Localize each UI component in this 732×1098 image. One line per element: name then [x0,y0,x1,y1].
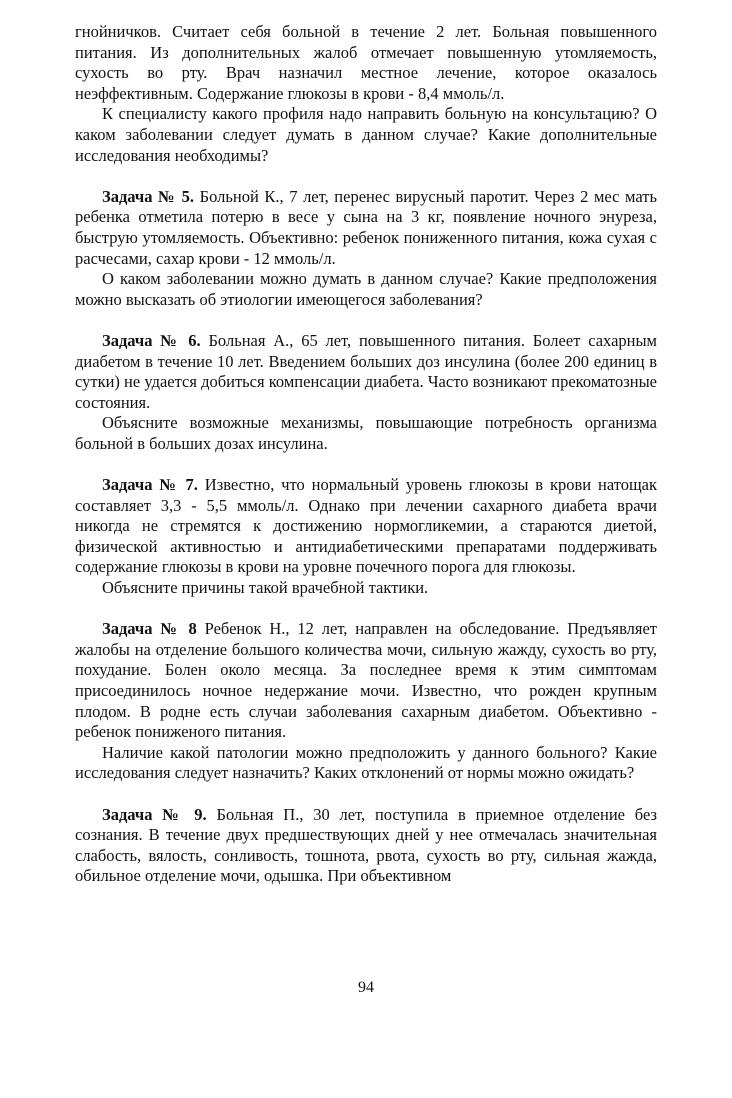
task-7-title: Задача № 7. [102,475,198,495]
task-6-title: Задача № 6. [102,330,201,350]
task-5-paragraph [75,187,657,269]
task-5-title: Задача № 5. [102,186,195,206]
task-7-question: Объясните причины такой врачебной тактики. [102,578,429,598]
task-9-text: Больная П., 30 лет, поступила в приемное отделение без сознания. В течение двух предшествующих дней у нее отмечалась значительная слабость, вялость, сонливость, тошнота, рвота, сухость во рту, сильная жажда, обильное отделение мочи, одышка. При объективном [75,804,658,886]
task-8-text: Ребенок Н., 12 лет, направлен на обследование. Предъявляет жалобы на отделение большого количества мочи, сильную жажду, сухость во рту, похудание. Болен около месяца. За последнее время к этим симптомам присоединилось ночное недержание мочи. Известно, что рожден крупным плодом. В родне есть случаи заболевания сахарным диабетом. Объективно - ребенок пониженого питания. [75,619,657,742]
task-5-text: Больной К., 7 лет, перенес вирусный паротит. Через 2 мес мать ребенка отметила потерю в весе у сына на 3 кг, появление ночного энуреза, быструю утомляемость. Объективно: ребенок пониженного питания, кожа сухая с расчесами, сахар крови - 12 ммоль/л. [75,186,658,268]
task-6-text: Больная А., 65 лет, повышенного питания. Болеет сахарным диабетом в течение 10 лет. Введением больших доз инсулина (более 200 единиц в сутки) не удается добиться компенсации диабета. Часто возникают прекоматозные состояния. [75,330,658,412]
task-7-text: Известно, что нормальный уровень глюкозы в крови натощак составляет 3,3 - 5,5 ммоль/л. Однако при лечении сахарного диабета врачи никогда не стремятся к достижению нормогликемии, а стараются диетой, физической активностью и антидиабетическими препаратами поддерживать содержание глюкозы в крови на уровне почечного порога для глюкозы. [75,475,657,577]
page-number: 94 [358,979,374,996]
task-9-paragraph [75,805,657,887]
continuation-paragraph: гнойничков. Считает себя больной в течение 2 лет. Больная повышенного питания. Из дополнительных жалоб отмечает повышенную утомляемость, сухость во рту. Врач назначил местное лечение, которое оказалось неэффективным. Содержание глюкозы в крови - 8,4 ммоль/л. [75,22,657,103]
task-8-paragraph [75,619,657,743]
task-6-question: Объясните возможные механизмы, повышающие потребность организма больной в больших дозах инсулина. [75,413,657,453]
continuation-question: К специалисту какого профиля надо направить больную на консультацию? О каком заболевании следует думать в данном случае? Какие дополнительные исследования необходимы? [75,104,657,165]
page-body [75,22,657,887]
task-6-paragraph [75,331,657,413]
task-9-title: Задача № 9. [102,804,207,824]
task-7-paragraph [75,475,657,578]
task-8-title: Задача № 8 [102,619,197,639]
task-5-question: О каком заболевании можно думать в данном случае? Какие предположения можно высказать об этиологии имеющегося заболевания? [75,269,657,309]
task-8-question: Наличие какой патологии можно предположить у данного больного? Какие исследования следует назначить? Каких отклонений от нормы можно ожидать? [75,742,657,783]
